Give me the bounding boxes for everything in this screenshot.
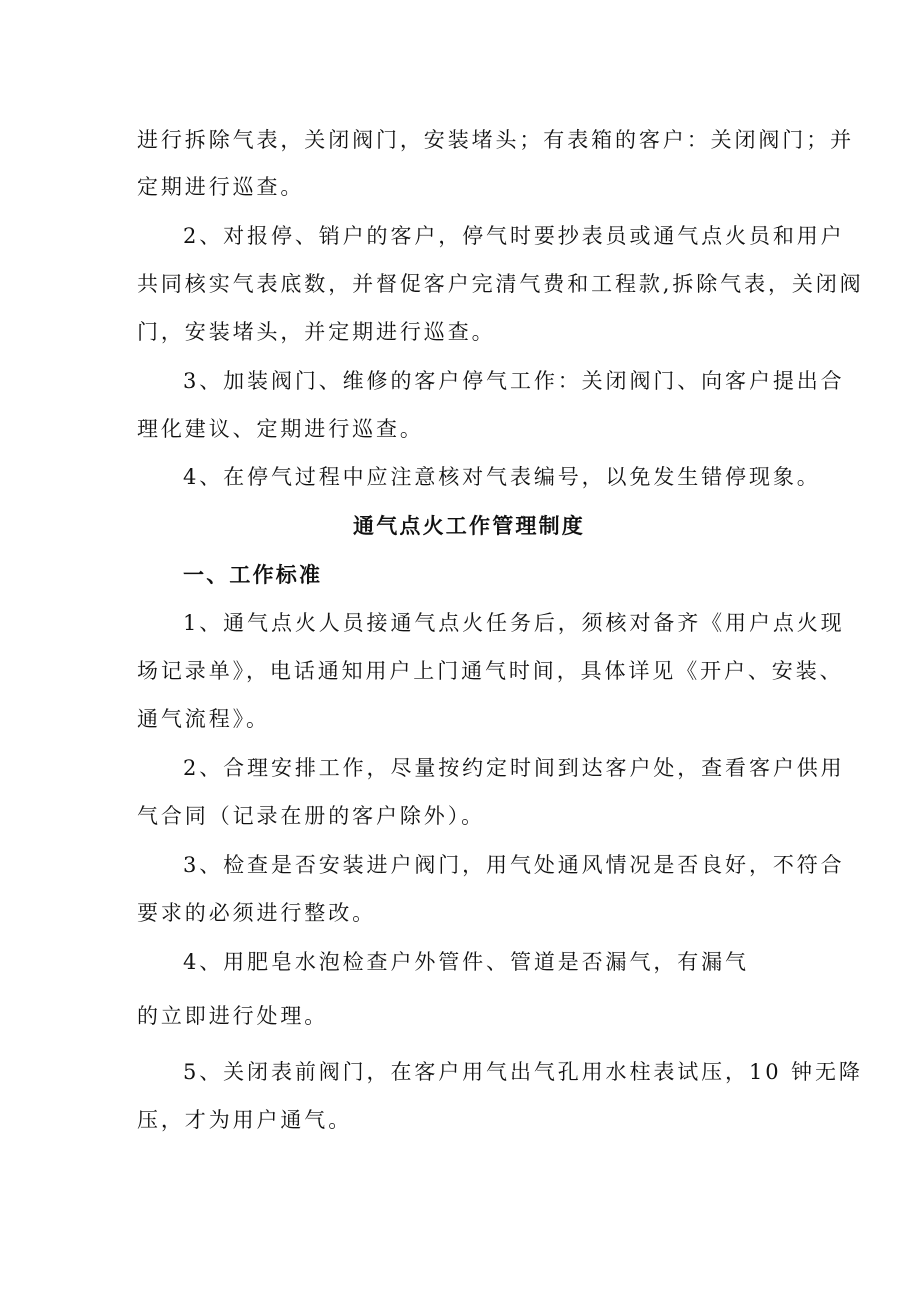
list-item-line: 场记录单》，电话通知用户上门通气时间，具体详见《开户、安装、 — [137, 659, 844, 683]
section-title: 通气点火工作管理制度 — [353, 513, 585, 538]
list-item-line: 2、合理安排工作，尽量按约定时间到达客户处，查看客户供用 — [183, 756, 845, 780]
list-item-line: 要求的必须进行整改。 — [137, 901, 376, 925]
paragraph-line: 进行拆除气表，关闭阀门，安装堵头；有表箱的客户：关闭阀门；并 — [137, 128, 854, 152]
paragraph-line: 定期进行巡查。 — [137, 175, 305, 199]
paragraph-line: 2、对报停、销户的客户，停气时要抄表员或通气点火员和用户 — [183, 224, 845, 248]
list-item-line: 压，才为用户通气。 — [137, 1108, 353, 1132]
paragraph-line: 4、在停气过程中应注意核对气表编号，以免发生错停现象。 — [183, 465, 821, 489]
list-item-line: 1、通气点火人员接通气点火任务后，须核对备齐《用户点火现 — [183, 611, 845, 635]
list-item-line: 5、关闭表前阀门，在客户用气出气孔用水柱表试压，10 钟无降 — [183, 1060, 863, 1084]
list-item-line: 4、用肥皂水泡检查户外管件、管道是否漏气，有漏气 — [183, 950, 749, 974]
list-item-line: 的立即进行处理。 — [137, 1004, 329, 1028]
list-item-line: 气合同（记录在册的客户除外）。 — [137, 804, 485, 828]
list-item-line: 通气流程》。 — [137, 707, 270, 731]
paragraph-line: 3、加装阀门、维修的客户停气工作：关闭阀门、向客户提出合 — [183, 369, 845, 393]
paragraph-line: 共同核实气表底数，并督促客户完清气费和工程款,拆除气表，关闭阀 — [137, 272, 864, 296]
section-heading: 一、工作标准 — [183, 562, 323, 587]
paragraph-line: 门，安装堵头，并定期进行巡查。 — [137, 320, 496, 344]
list-item-line: 3、检查是否安装进户阀门，用气处通风情况是否良好，不符合 — [183, 853, 845, 877]
paragraph-line: 理化建议、定期进行巡查。 — [137, 417, 424, 441]
